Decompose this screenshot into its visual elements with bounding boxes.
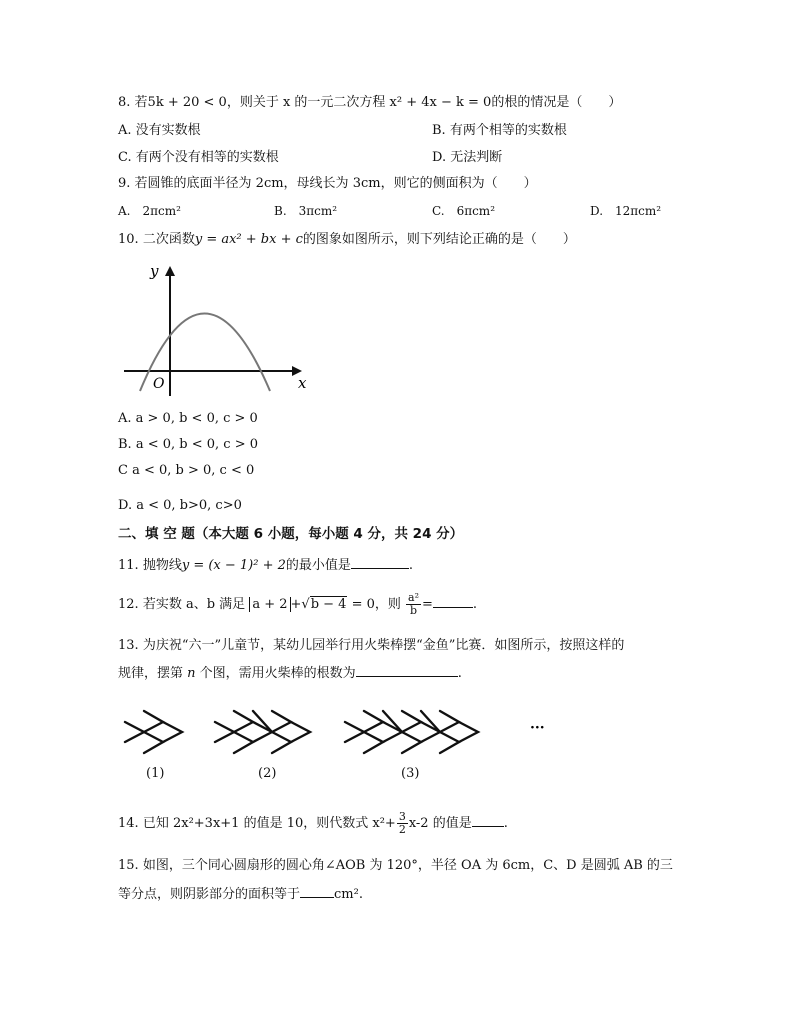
q14-frac-num: 3 xyxy=(398,810,406,823)
q13-fig-label-2: (2) xyxy=(258,766,277,781)
q14-frac-den: 2 xyxy=(398,823,406,836)
goldfish-figure-3 xyxy=(345,711,478,753)
q10-option-d: D. a < 0, b>0, c>0 xyxy=(118,498,242,513)
q15-line2 xyxy=(118,885,363,904)
q10-stem-after: 的图象如图所示，则下列结论正确的是（ ） xyxy=(302,232,576,247)
q8-option-b: B. 有两个相等的实数根 xyxy=(432,123,567,138)
q14-answer-blank[interactable] xyxy=(472,814,504,827)
q12-abs-expression: a + 2 xyxy=(249,597,290,612)
q11-number: 11. xyxy=(118,558,139,573)
q12-sqrt-expression: b − 4 xyxy=(310,597,347,612)
q8-option-c: C. 有两个没有相等的实数根 xyxy=(118,150,279,165)
q10-option-b: B. a < 0, b < 0, c > 0 xyxy=(118,437,258,452)
q12-frac-num: a² xyxy=(408,591,419,604)
q13-line2-after: 个图，需用火柴棒的根数为 xyxy=(199,666,356,681)
q10-stem-before: 二次函数 xyxy=(142,232,195,247)
q8-stem-line xyxy=(118,94,621,112)
q10-formula: y = ax² + bx + c xyxy=(194,232,303,247)
q10-option-a: A. a > 0, b < 0, c > 0 xyxy=(118,411,258,426)
q13-line2-before: 规律，摆第 xyxy=(118,666,184,681)
q12-frac-den: b xyxy=(409,604,418,617)
q12-end: . xyxy=(472,597,478,612)
q12-answer-blank[interactable] xyxy=(433,595,473,608)
q13-n: n xyxy=(187,666,196,681)
q8-number: 8. xyxy=(118,95,131,110)
q13-text-line1: 为庆祝“六一”儿童节，某幼儿园举行用火柴棒摆“金鱼”比赛．如图所示，按照这样的 xyxy=(142,638,625,653)
q11-answer-blank[interactable] xyxy=(351,556,409,569)
goldfish-figure-2 xyxy=(215,711,310,753)
q10-number: 10. xyxy=(118,232,139,247)
q8-option-d: D. 无法判断 xyxy=(432,150,503,165)
q11-line xyxy=(118,556,413,575)
q12-sqrt-sign: √ xyxy=(301,597,310,612)
q15-number: 15. xyxy=(118,858,139,873)
q9-option-a: A. 2πcm² xyxy=(118,204,181,218)
q10-stem-line xyxy=(118,231,576,249)
q15-line1 xyxy=(118,857,673,875)
q11-end: . xyxy=(408,558,414,573)
q13-answer-blank[interactable] xyxy=(356,664,458,677)
origin-label: O xyxy=(153,376,165,392)
q13-line1 xyxy=(118,637,624,655)
q12-before: 若实数 a、b 满足 xyxy=(142,597,246,612)
q13-end: . xyxy=(457,666,462,681)
q12-line xyxy=(118,591,477,619)
q13-line2 xyxy=(118,664,462,683)
q8-option-a: A. 没有实数根 xyxy=(118,123,201,138)
q11-formula: y = (x − 1)² + 2 xyxy=(181,558,286,573)
q12-fraction xyxy=(406,592,421,617)
q9-option-d: D. 12πcm² xyxy=(590,204,662,218)
y-axis-label: y xyxy=(150,262,159,280)
q13-goldfish-figures xyxy=(118,700,578,760)
q15-text-line1: 如图，三个同心圆扇形的圆心角∠AOB 为 120°，半径 OA 为 6cm，C、D 是圆弧 AB 的三 xyxy=(142,858,673,873)
q11-before: 抛物线 xyxy=(142,558,182,573)
q15-answer-blank[interactable] xyxy=(300,885,334,898)
q8-stem: 若5k + 20 < 0，则关于 x 的一元二次方程 x² + 4x − k = 0的根的情况是（ ） xyxy=(134,95,622,110)
goldfish-figure-1 xyxy=(125,711,182,753)
q9-option-c: C. 6πcm² xyxy=(432,204,496,218)
q14-line xyxy=(118,809,508,839)
x-axis-label: x xyxy=(298,374,307,392)
q12-plus: + xyxy=(290,597,302,612)
q13-ellipsis: ··· xyxy=(530,720,545,736)
q9-stem-line xyxy=(118,175,537,193)
q11-after: 的最小值是 xyxy=(285,558,351,573)
q13-number: 13. xyxy=(118,638,139,653)
q12-number: 12. xyxy=(118,597,139,612)
q14-fraction xyxy=(397,811,408,836)
q10-option-c: C a < 0, b > 0, c < 0 xyxy=(118,463,255,478)
q13-fig-label-3: (3) xyxy=(401,766,420,781)
q12-eq: = 0，则 xyxy=(351,597,401,612)
q10-parabola-graph xyxy=(118,258,318,398)
q12-eq2: = xyxy=(422,597,433,612)
q15-line2-before: 等分点，则阴影部分的面积等于 xyxy=(118,887,301,902)
q15-line2-after: cm². xyxy=(334,887,363,902)
q13-fig-label-1: (1) xyxy=(146,766,165,781)
q14-after: x-2 的值是 xyxy=(408,816,472,831)
q9-stem: 若圆锥的底面半径为 2cm，母线长为 3cm，则它的侧面积为（ ） xyxy=(134,176,537,191)
q9-option-b: B. 3πcm² xyxy=(274,204,338,218)
section-2-title: 二、填 空 题（本大题 6 小题，每小题 4 分，共 24 分） xyxy=(118,526,464,542)
q14-end: . xyxy=(503,816,508,831)
q14-number: 14. xyxy=(118,816,139,831)
q9-number: 9. xyxy=(118,176,131,191)
q14-before: 已知 2x²+3x+1 的值是 10，则代数式 x²+ xyxy=(142,816,396,831)
